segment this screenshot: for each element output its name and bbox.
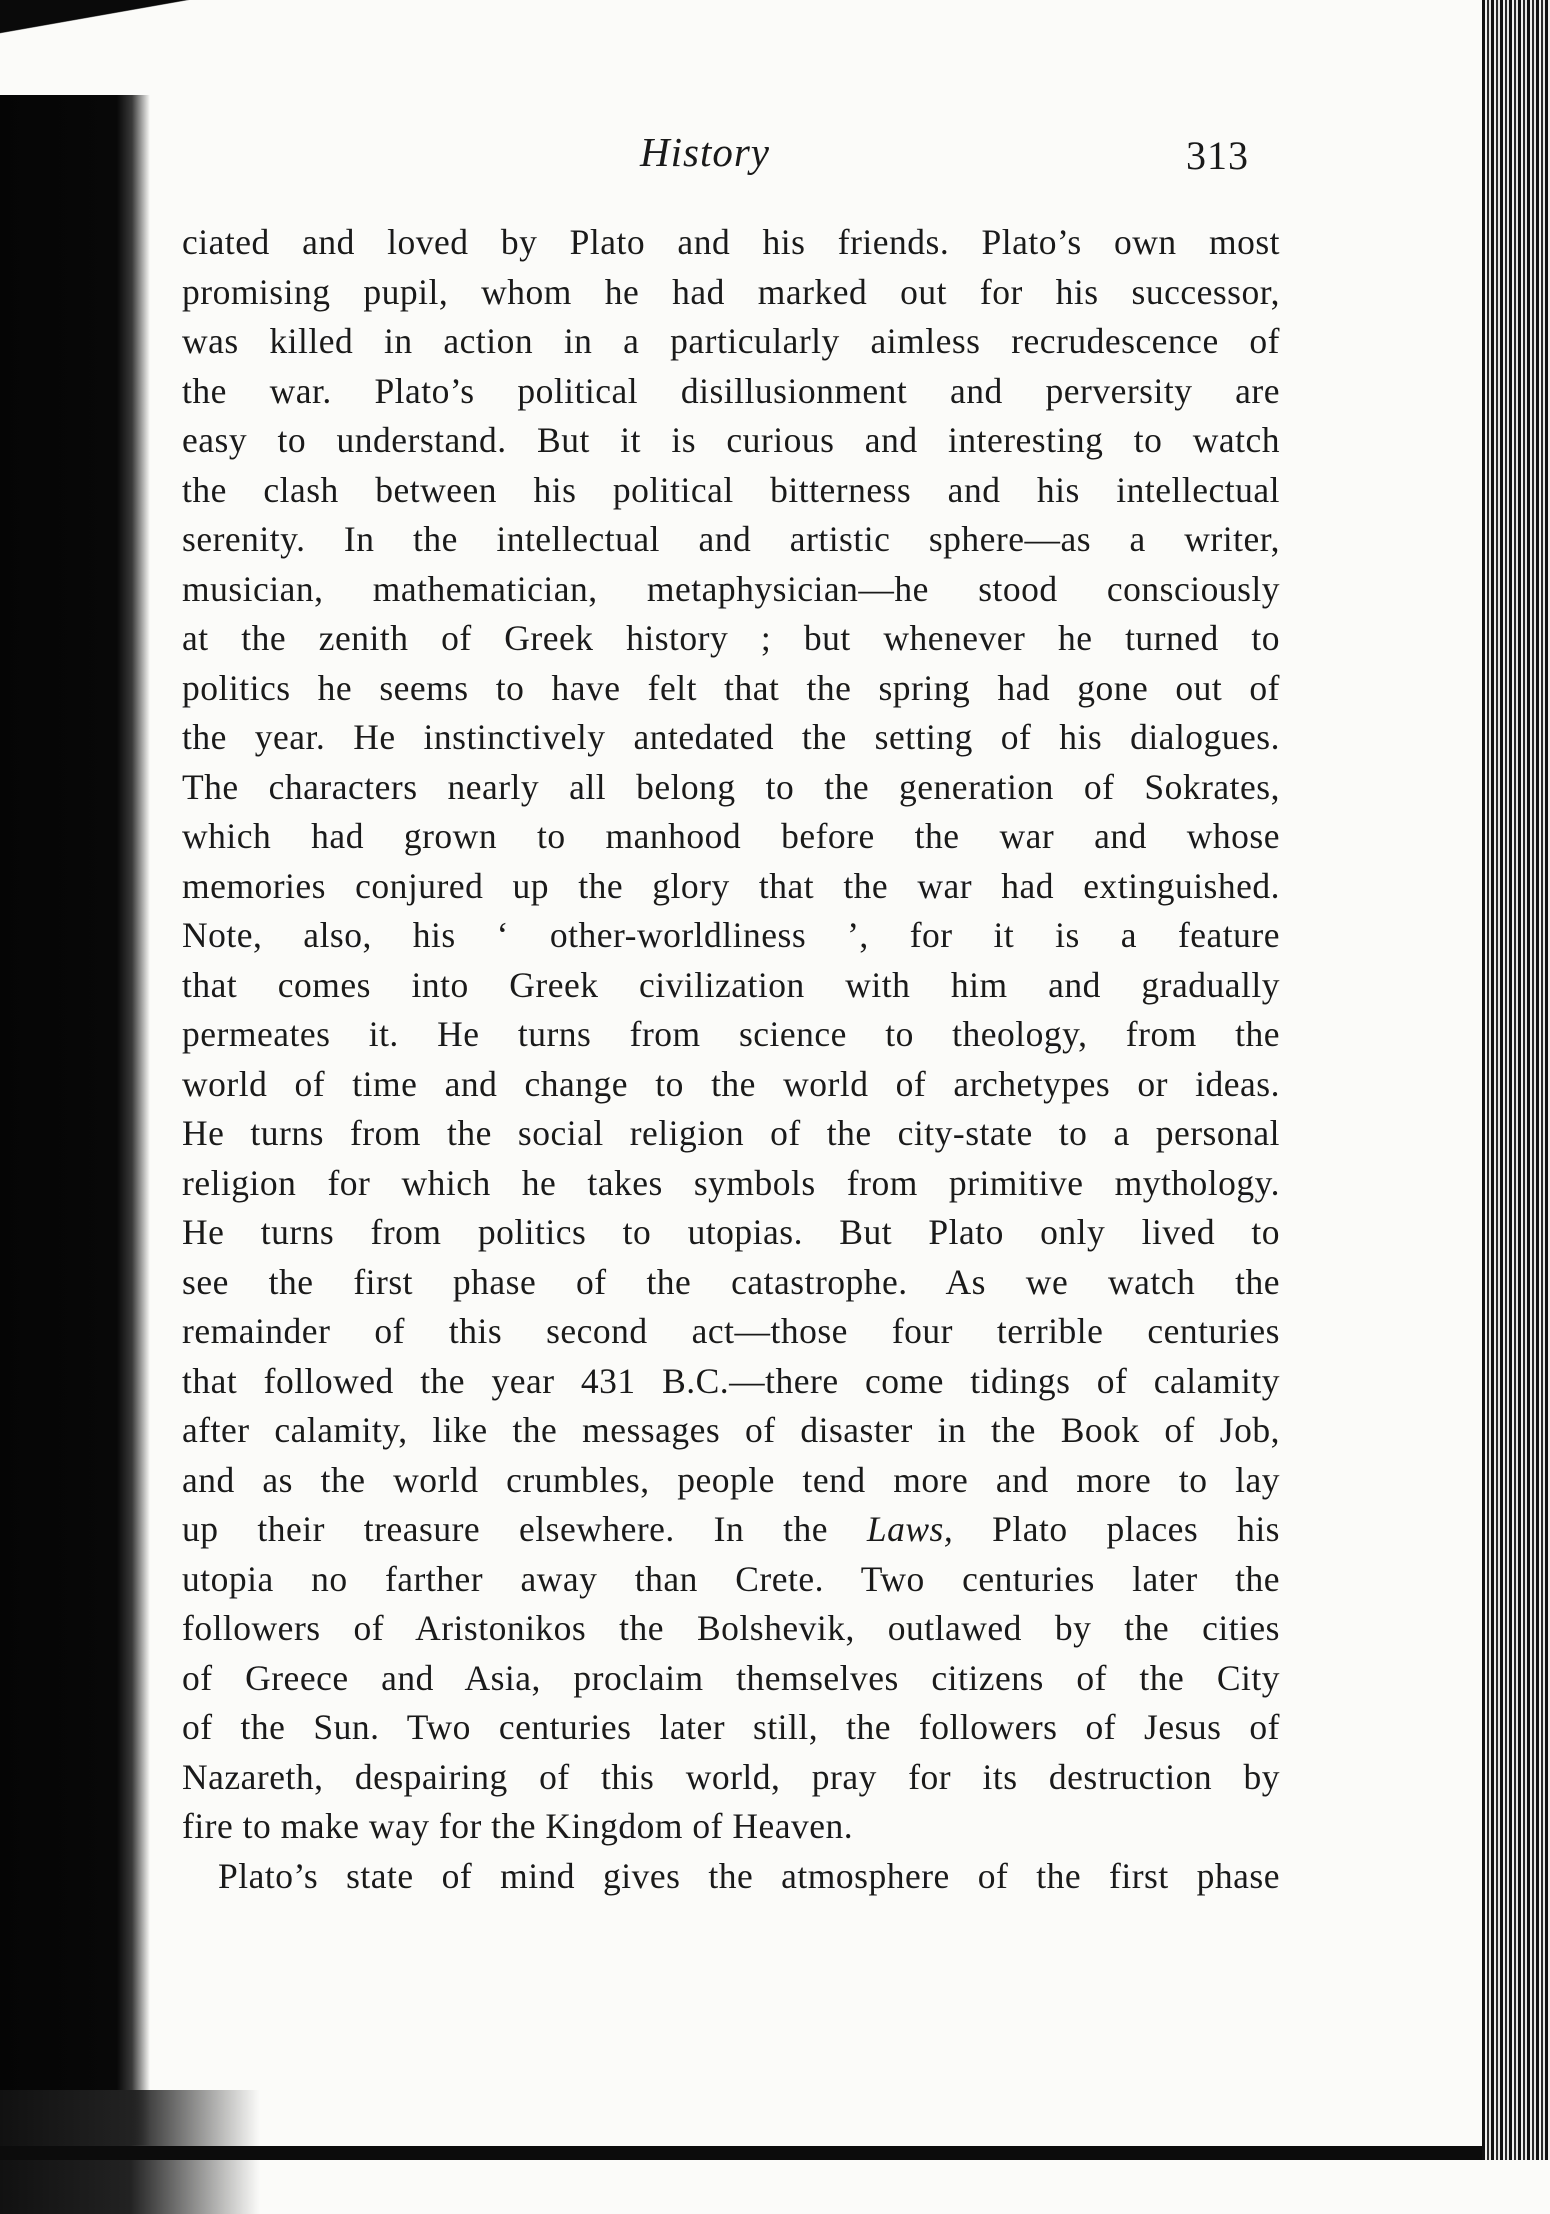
text-line: world of time and change to the world of archetypes or ideas. (182, 1063, 1280, 1104)
running-head: History (640, 129, 770, 175)
text-run: Plato places his (953, 1509, 1280, 1549)
text-line: the year. He instinctively antedated the setting of his dialogues. (182, 717, 1280, 757)
text-line-paragraph-start: Plato’s state of mind gives the atmosphere of the first phase (218, 1855, 1280, 1896)
text-line: see the first phase of the catastrophe. As we watch the (182, 1261, 1280, 1302)
text-line: He turns from politics to utopias. But Plato only lived to (182, 1212, 1280, 1252)
text-line: was killed in action in a particularly aimless recrudescence of (182, 321, 1280, 361)
text-line: that comes into Greek civilization with him and gradually (182, 964, 1280, 1005)
text-line: permeates it. He turns from science to theology, from the (182, 1014, 1280, 1054)
book-spine-edge (1482, 0, 1550, 2160)
text-line: that followed the year 431 B.C.—there come tidings of calamity (182, 1360, 1280, 1401)
text-line: and as the world crumbles, people tend more and more to lay (182, 1459, 1280, 1500)
text-line: of the Sun. Two centuries later still, the followers of Jesus of (182, 1707, 1280, 1747)
text-line-paragraph-end: fire to make way for the Kingdom of Heaven. (182, 1806, 854, 1846)
text-run: up their treasure elsewhere. In the (182, 1509, 867, 1549)
page-number: 313 (1186, 133, 1249, 178)
text-line: after calamity, like the messages of disaster in the Book of Job, (182, 1410, 1280, 1450)
text-line: utopia no farther away than Crete. Two centuries later the (182, 1558, 1280, 1599)
text-line: religion for which he takes symbols from primitive mythology. (182, 1162, 1280, 1203)
text-line: Note, also, his ‘ other-worldliness ’, for it is a feature (182, 915, 1280, 955)
scan-edge-left (0, 95, 150, 2145)
text-line: serenity. In the intellectual and artistic sphere—as a writer, (182, 519, 1280, 559)
text-line: easy to understand. But it is curious and interesting to watch (182, 420, 1280, 460)
text-line: remainder of this second act—those four terrible centuries (182, 1311, 1280, 1351)
text-line-with-italic (182, 1505, 1280, 1555)
scan-edge-top-left (0, 0, 190, 60)
text-line: followers of Aristonikos the Bolshevik, outlawed by the cities (182, 1608, 1280, 1648)
text-line: musician, mathematician, metaphysician—he stood consciously (182, 568, 1280, 609)
text-line: He turns from the social religion of the city-state to a personal (182, 1113, 1280, 1153)
text-line: ciated and loved by Plato and his friends. Plato’s own most (182, 222, 1280, 262)
text-line: promising pupil, whom he had marked out for his successor, (182, 271, 1280, 312)
page-header (180, 128, 1280, 188)
text-line: the war. Plato’s political disillusionment and perversity are (182, 370, 1280, 411)
text-line: Nazareth, despairing of this world, pray for its destruction by (182, 1756, 1280, 1797)
text-line: politics he seems to have felt that the spring had gone out of (182, 667, 1280, 708)
text-line: at the zenith of Greek history ; but whenever he turned to (182, 618, 1280, 658)
book-title-laws: Laws, (866, 1509, 954, 1549)
body-text (182, 218, 1280, 1901)
text-line: of Greece and Asia, proclaim themselves citizens of the City (182, 1657, 1280, 1698)
text-line: which had grown to manhood before the war and whose (182, 816, 1280, 856)
scan-edge-bottom (0, 2146, 1550, 2160)
text-line: The characters nearly all belong to the generation of Sokrates, (182, 766, 1280, 807)
text-line: the clash between his political bitterness and his intellectual (182, 469, 1280, 510)
text-line: memories conjured up the glory that the war had extinguished. (182, 865, 1280, 906)
